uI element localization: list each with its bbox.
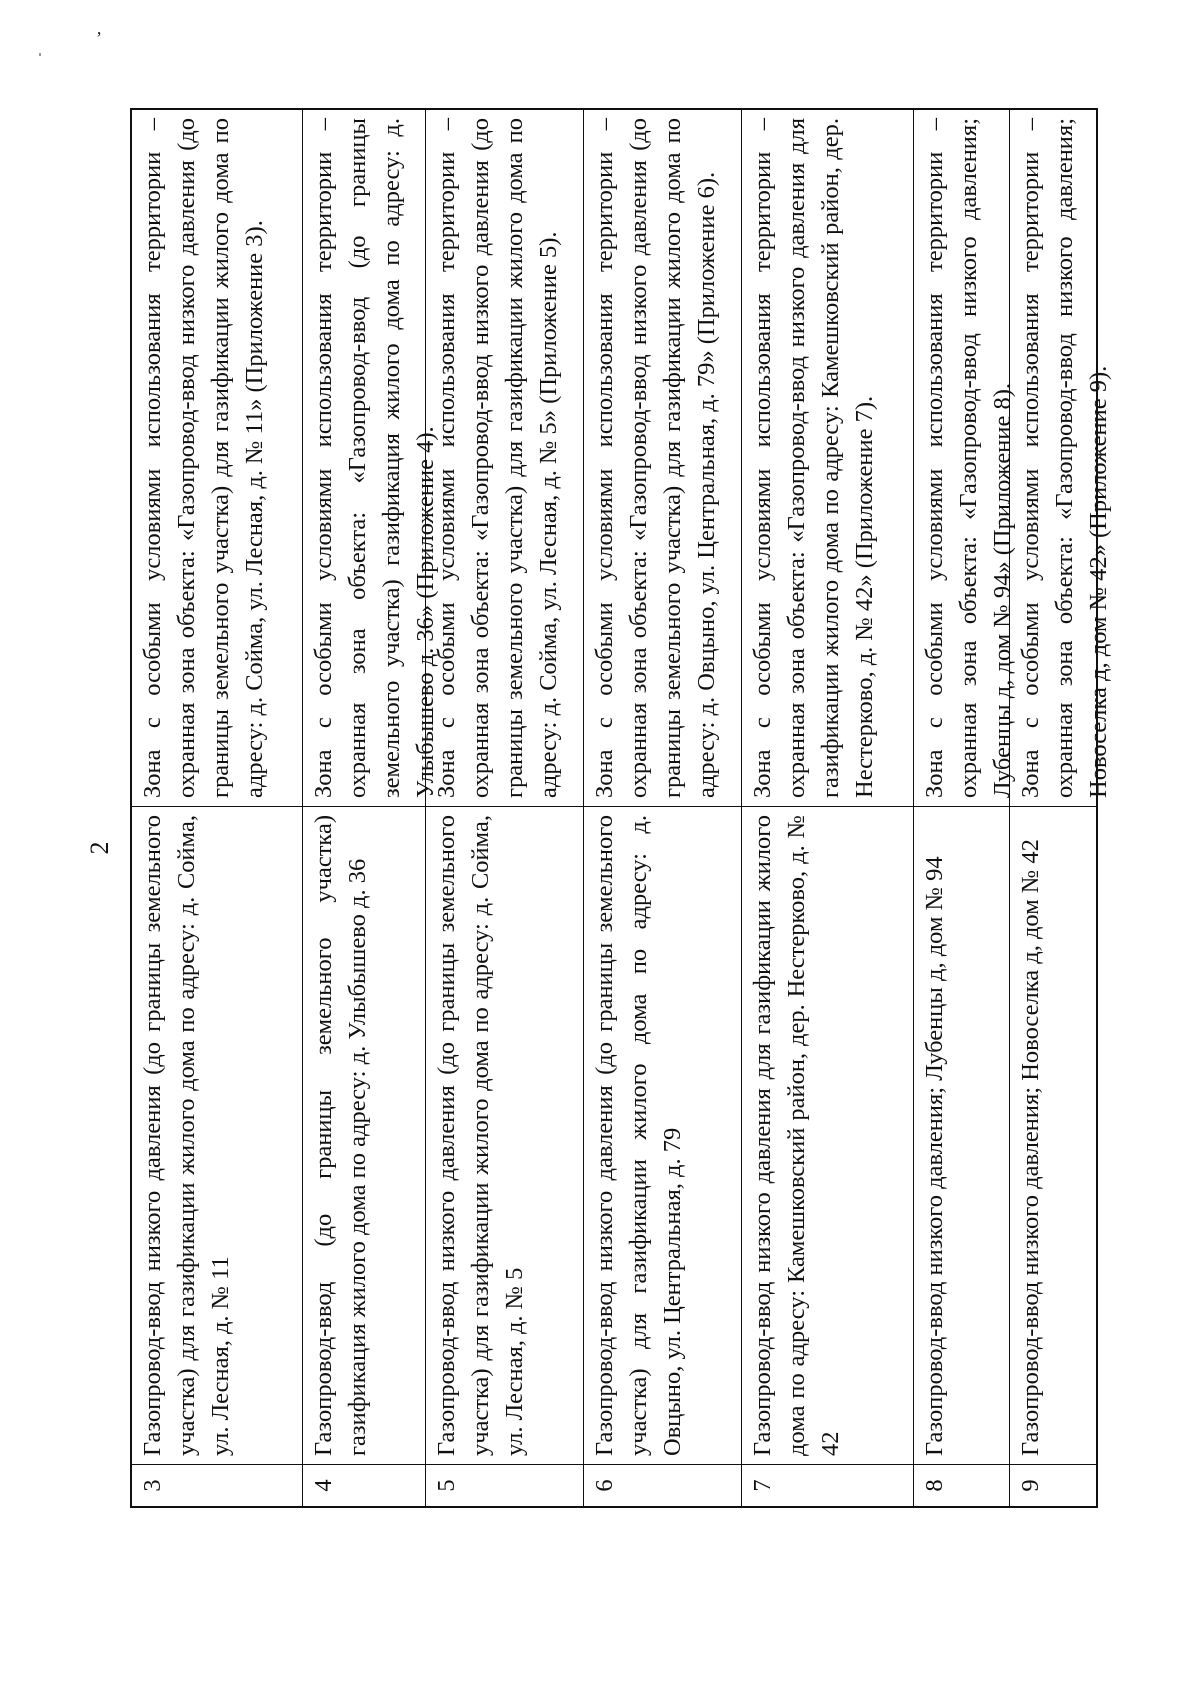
zone-description: Зона с особыми условиями использования территории – охранная зона объекта: «Газопровод-ввод низкого давления (до границы земельного участка) для газификации жилого дома по адресу: д. Овцыно, ул. Центральная, д. 79» (Приложение 6). <box>591 118 720 798</box>
row-number: 4 <box>303 1464 425 1506</box>
table-row <box>914 110 1016 1506</box>
zone-description: Зона с особыми условиями использования территории – охранная зона объекта: «Газопровод-ввод низкого давления для газификации жилого дома по адресу: Камешковский район, дер. Нестерково, д. № 42» (Приложение 7). <box>749 118 878 798</box>
page-number: 2 <box>85 841 114 855</box>
row-number: 5 <box>426 1464 583 1506</box>
row-number: 9 <box>1010 1464 1096 1506</box>
table-row <box>426 110 584 1506</box>
zones-table <box>130 108 1112 1508</box>
row-number: 3 <box>132 1464 302 1506</box>
object-description: Газопровод-ввод (до границы земельного участка) газификация жилого дома по адресу: д. Улыбышево д. 36 <box>303 806 425 1464</box>
object-description: Газопровод-ввод низкого давления; Лубенцы д, дом № 94 <box>914 806 1009 1464</box>
zone-description: Зона с особыми условиями использования территории – охранная зона объекта: «Газопровод-ввод низкого давления; Новоселка д, дом № 42» (Приложение 9). <box>1017 118 1112 798</box>
table-row <box>132 110 303 1506</box>
table-row <box>1010 110 1112 1506</box>
zone-description: Зона с особыми условиями использования территории – охранная зона объекта: «Газопровод-ввод низкого давления (до границы земельного участка) для газификации жилого дома по адресу: д. Сойма, ул. Лесная, д. № 5» (Приложение 5). <box>433 118 562 798</box>
object-description: Газопровод-ввод низкого давления для газификации жилого дома по адресу: Камешковский район, дер. Нестерково, д. № 42 <box>742 806 913 1464</box>
scan-speck: ’ <box>96 28 102 48</box>
zone-description: Зона с особыми условиями использования территории – охранная зона объекта: «Газопровод-ввод низкого давления; Лубенцы д, дом № 94» (Приложение 8). <box>921 118 1016 798</box>
object-description: Газопровод-ввод низкого давления (до границы земельного участка) для газификации жилого дома по адресу: д. Сойма, ул. Лесная, д. № 11 <box>132 806 302 1464</box>
table-row <box>303 110 439 1506</box>
zone-description: Зона с особыми условиями использования территории – охранная зона объекта: «Газопровод-ввод (до границы земельного участка) газификация жилого дома по адресу: д. Улыбышево д. 36» (Приложение 4). <box>310 118 439 798</box>
row-number: 7 <box>742 1464 913 1506</box>
table-row <box>584 110 742 1506</box>
zone-description: Зона с особыми условиями использования территории – охранная зона объекта: «Газопровод-ввод низкого давления (до границы земельного участка) для газификации жилого дома по адресу: д. Сойма, ул. Лесная, д. № 11» (Приложение 3). <box>139 118 268 798</box>
row-number: 8 <box>914 1464 1009 1506</box>
object-description: Газопровод-ввод низкого давления (до границы земельного участка) для газификации жилого дома по адресу: д. Сойма, ул. Лесная, д. № 5 <box>426 806 583 1464</box>
object-description: Газопровод-ввод низкого давления (до границы земельного участка) для газификации жилого дома по адресу: д. Овцыно, ул. Центральная, д. 79 <box>584 806 741 1464</box>
row-number: 6 <box>584 1464 741 1506</box>
table-row <box>742 110 914 1506</box>
scan-speck: ˌ <box>37 36 43 56</box>
object-description: Газопровод-ввод низкого давления; Новоселка д, дом № 42 <box>1010 806 1096 1464</box>
